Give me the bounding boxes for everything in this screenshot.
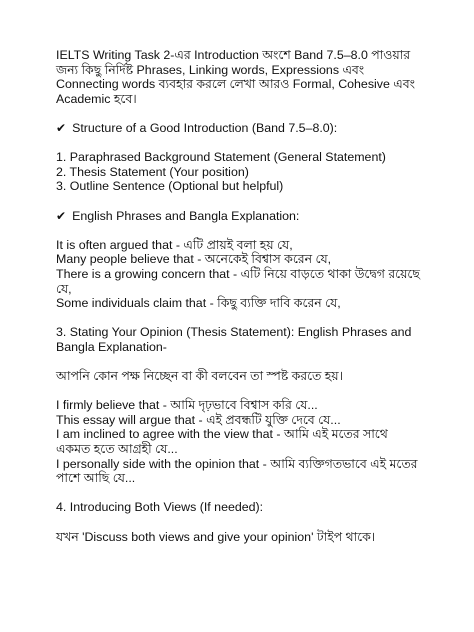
opinion-heading-line: Bangla Explanation-	[56, 339, 167, 354]
intro-line: Connecting words ব্যবহার করলে লেখা আরও Formal, Cohesive এবং	[56, 77, 415, 92]
opinion-line: I firmly believe that - আমি দৃঢ়ভাবে বিশ্বাস করি যে...	[56, 398, 318, 413]
phrases-heading	[56, 209, 440, 224]
opinion-line: একমত হতে আগ্রহী যে...	[56, 442, 178, 457]
phrases-list	[56, 238, 440, 311]
phrase-line: It is often argued that - এটি প্রায়ই বলা হয় যে,	[56, 237, 293, 252]
structure-heading-text: Structure of a Good Introduction (Band 7.5–8.0):	[72, 120, 338, 135]
opinion-list	[56, 398, 440, 486]
opinion-line: This essay will argue that - এই প্রবন্ধটি যুক্তি দেবে যে...	[56, 412, 341, 427]
opinion-heading-line: 3. Stating Your Opinion (Thesis Statement): English Phrases and	[56, 325, 412, 340]
spacer	[56, 515, 440, 530]
list-item: 2. Thesis Statement (Your position)	[56, 164, 249, 179]
opinion-line: I personally side with the opinion that - আমি ব্যক্তিগতভাবে এই মতের	[56, 456, 418, 471]
phrases-heading-text: English Phrases and Bangla Explanation:	[72, 208, 300, 223]
phrase-line: There is a growing concern that - এটি নিয়ে বাড়তে থাকা উদ্বেগ রয়েছে	[56, 266, 420, 281]
list-item: 3. Outline Sentence (Optional but helpful)	[56, 179, 284, 194]
intro-paragraph	[56, 48, 440, 106]
intro-line: জন্য কিছু নির্দিষ্ট Phrases, Linking words, Expressions এবং	[56, 62, 365, 77]
spacer	[56, 136, 440, 151]
both-views-heading: 4. Introducing Both Views (If needed):	[56, 500, 264, 515]
checkmark-icon: ✔	[56, 208, 67, 223]
spacer	[56, 223, 440, 238]
list-item: 1. Paraphrased Background Statement (General Statement)	[56, 150, 386, 165]
opinion-line: পাশে আছি যে...	[56, 471, 136, 486]
intro-line: IELTS Writing Task 2-এর Introduction অংশে Band 7.5–8.0 পাওয়ার	[56, 48, 411, 62]
spacer	[56, 486, 440, 501]
spacer	[56, 106, 440, 121]
intro-line: Academic হবে।	[56, 91, 137, 106]
checkmark-icon: ✔	[56, 120, 67, 135]
opinion-note: আপনি কোন পক্ষ নিচ্ছেন বা কী বলবেন তা স্পষ্ট করতে হয়।	[56, 369, 344, 384]
opinion-line: I am inclined to agree with the view that - আমি এই মতের সাথে	[56, 427, 388, 442]
structure-list	[56, 150, 440, 194]
phrase-line: যে,	[56, 281, 72, 296]
structure-heading	[56, 121, 440, 136]
phrase-line: Some individuals claim that - কিছু ব্যক্তি দাবি করেন যে,	[56, 296, 341, 311]
phrase-line: Many people believe that - অনেকেই বিশ্বাস করেন যে,	[56, 252, 332, 267]
opinion-heading	[56, 325, 440, 354]
spacer	[56, 194, 440, 209]
spacer	[56, 384, 440, 399]
spacer	[56, 311, 440, 326]
both-views-note: যখন 'Discuss both views and give your opinion' টাইপ থাকে।	[56, 529, 376, 544]
spacer	[56, 354, 440, 369]
